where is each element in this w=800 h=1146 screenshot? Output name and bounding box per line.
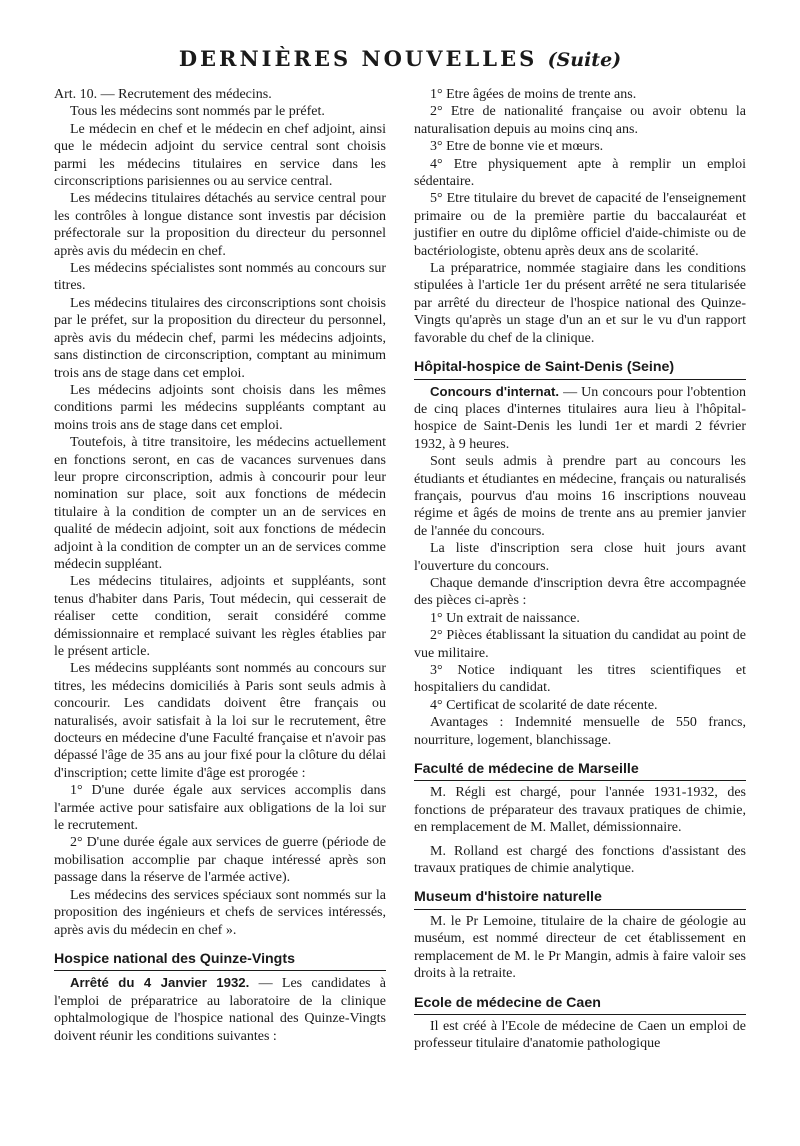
museum-paragraph: M. le Pr Lemoine, titulaire de la chaire de géologie au muséum, est nommé directeur de cet établissement en remplacement de M. le Pr Mangin, admis à faire valoir ses droits à la retraite. xyxy=(414,913,746,982)
section-heading-saint-denis: Hôpital-hospice de Saint-Denis (Seine) xyxy=(414,359,746,379)
quinze-vingts-intro xyxy=(54,974,386,1045)
caen-paragraph: Il est créé à l'Ecole de médecine de Caen un emploi de professeur titulaire d'anatomie pathologique xyxy=(414,1018,746,1052)
condition-item: 3° Etre de bonne vie et mœurs. xyxy=(430,139,604,155)
saint-denis-paragraph: Avantages : Indemnité mensuelle de 550 francs, nourriture, logement, blanchissage. xyxy=(414,715,746,748)
saint-denis-paragraph: Sont seuls admis à prendre part au concours les étudiants et étudiantes en médecine, français ou naturalisés français, pourvus d'au moins 16 inscriptions nouveau régime et âgés de moins de trente ans au premier janvier de l'année du concours. xyxy=(414,454,746,539)
article-paragraph: Les médecins suppléants sont nommés au concours sur titres, les médecins domiciliés à Paris sont seuls admis à concourir. Les candidats doivent être français ou naturalisés, avoir satisfait à la loi sur le recrutement, être docteurs en médecine d'une Faculté française et n'avoir pas dépassé l'âge de 35 ans au jour fixé pour la clôture du délai d'inscription; cette limite d'âge est prorogée : xyxy=(54,661,386,781)
article-paragraph: Tous les médecins sont nommés par le préfet. xyxy=(70,104,325,120)
quinze-vingts-text: — Les candidates à l'emploi de préparatrice au laboratoire de la clinique ophtalmologique de l'hospice national des Quinze-Vingts doivent réunir les conditions suivantes : xyxy=(54,976,386,1044)
saint-denis-paragraph: 3° Notice indiquant les titres scientifiques et hospitaliers du candidat. xyxy=(414,663,746,696)
condition-item: 2° Etre de nationalité française ou avoir obtenu la naturalisation depuis au moins cinq ans. xyxy=(414,104,746,137)
saint-denis-paragraph: 1° Un extrait de naissance. xyxy=(430,610,580,626)
condition-item: 4° Etre physiquement apte à remplir un emploi sédentaire. xyxy=(414,156,746,190)
page-title xyxy=(0,46,800,71)
saint-denis-paragraph: La liste d'inscription sera close huit jours avant l'ouverture du concours. xyxy=(414,541,746,574)
condition-item: 1° Etre âgées de moins de trente ans. xyxy=(430,87,637,102)
section-heading-museum: Museum d'histoire naturelle xyxy=(414,889,746,909)
saint-denis-text: — Un concours pour l'obtention de cinq places d'internes titulaires aura lieu à l'hôpital-hospice de Saint-Denis les lundi 1er et mardi 2 février 1932, à 9 heures. xyxy=(414,384,746,452)
article-paragraph: Les médecins spécialistes sont nommés au concours sur titres. xyxy=(54,261,386,294)
page-title-text: DERNIÈRES NOUVELLES xyxy=(178,46,538,71)
quinze-vingts-lead: Arrêté du 4 Janvier 1932. xyxy=(70,975,250,991)
page-title-suite: (Suite) xyxy=(547,49,622,71)
section-heading-quinze-vingts: Hospice national des Quinze-Vingts xyxy=(54,951,386,971)
article-paragraph: Toutefois, à titre transitoire, les médecins actuellement en fonctions seront, en cas de vacances survenues dans leur propre circonscription, admis à concourir pour leur nomination sur place, soit aux fonctions de médecin titulaire à la condition de compter un an de services en qualité de médecin adjoint, soit aux fonctions de médecin adjoint à la condition de compter un an de services comme médecin suppléant. xyxy=(54,435,386,572)
condition-item: 5° Etre titulaire du brevet de capacité de l'enseignement primaire ou de la première partie du baccalauréat et justifier en outre du diplôme officiel d'aide-chimiste ou de bactériologiste, obtenu après deux ans de scolarité. xyxy=(414,191,746,259)
saint-denis-paragraph: Chaque demande d'inscription devra être accompagnée des pièces ci-après : xyxy=(414,575,746,609)
article-paragraph: Les médecins titulaires détachés au service central pour les contrôles à longue distance sont investis par décision préfectorale sur la proposition du directeur du personnel après avis du médecin en chef. xyxy=(54,191,386,259)
art10-article xyxy=(54,86,386,939)
article-paragraph: Les médecins titulaires des circonscriptions sont choisis par le préfet, sur la proposition du directeur du personnel, après avis du médecin chef, parmi les médecins adjoints, sans distinction de circonscription, comptant au minimum trois ans de stage dans cet emploi. xyxy=(54,295,386,381)
saint-denis-intro xyxy=(414,383,746,454)
article-paragraph: Les médecins titulaires, adjoints et suppléants, sont tenus d'habiter dans Paris, Tout médecin, qui cesserait de réaliser cette condition, serait considéré comme démissionnaire et remplacé suivant les règles établies par le présent article. xyxy=(54,574,386,659)
article-paragraph: Le médecin en chef et le médecin en chef adjoint, ainsi que le médecin adjoint du service central sont choisis parmi les médecins titulaires en service dans les circonscriptions parisiennes ou au service central. xyxy=(54,121,386,190)
marseille-paragraph: M. Régli est chargé, pour l'année 1931-1932, des fonctions de préparateur des travaux pratiques de chimie, en remplacement de M. Mallet, démissionnaire. xyxy=(414,785,746,836)
article-paragraph: 2° D'une durée égale aux services de guerre (période de mobilisation accomplie par chaque intéressé après son passage dans la réserve de l'armée active). xyxy=(54,835,386,886)
article-paragraph: Les médecins des services spéciaux sont nommés sur la proposition des ingénieurs et chefs de services intéressés, après avis du médecin en chef ». xyxy=(54,887,386,938)
condition-item: La préparatrice, nommée stagiaire dans les conditions stipulées à l'article 1er du présent arrêté ne sera titularisée par arrêté du directeur de l'hospice national des Quinze-Vingts qu'après un stage d'un an et sur le vu d'un rapport favorable du chef de la clinique. xyxy=(414,261,746,346)
art10-title: Art. 10. — Recrutement des médecins. xyxy=(54,87,272,102)
left-column xyxy=(54,86,386,1045)
saint-denis-lead: Concours d'internat. xyxy=(430,383,559,399)
section-heading-caen: Ecole de médecine de Caen xyxy=(414,995,746,1015)
section-heading-marseille: Faculté de médecine de Marseille xyxy=(414,761,746,781)
saint-denis-paragraph: 2° Pièces établissant la situation du candidat au point de vue militaire. xyxy=(414,628,746,661)
marseille-paragraph: M. Rolland est chargé des fonctions d'assistant des travaux pratiques de chimie analytique. xyxy=(414,843,746,877)
right-column xyxy=(414,86,746,1053)
saint-denis-paragraph: 4° Certificat de scolarité de date récente. xyxy=(430,697,658,713)
article-paragraph: 1° D'une durée égale aux services accomplis dans l'armée active pour satisfaire aux obligations de la loi sur le recrutement. xyxy=(54,783,386,834)
article-paragraph: Les médecins adjoints sont choisis dans les mêmes conditions parmi les médecins suppléants comptant au moins trois ans de stage dans cet emploi. xyxy=(54,382,386,433)
